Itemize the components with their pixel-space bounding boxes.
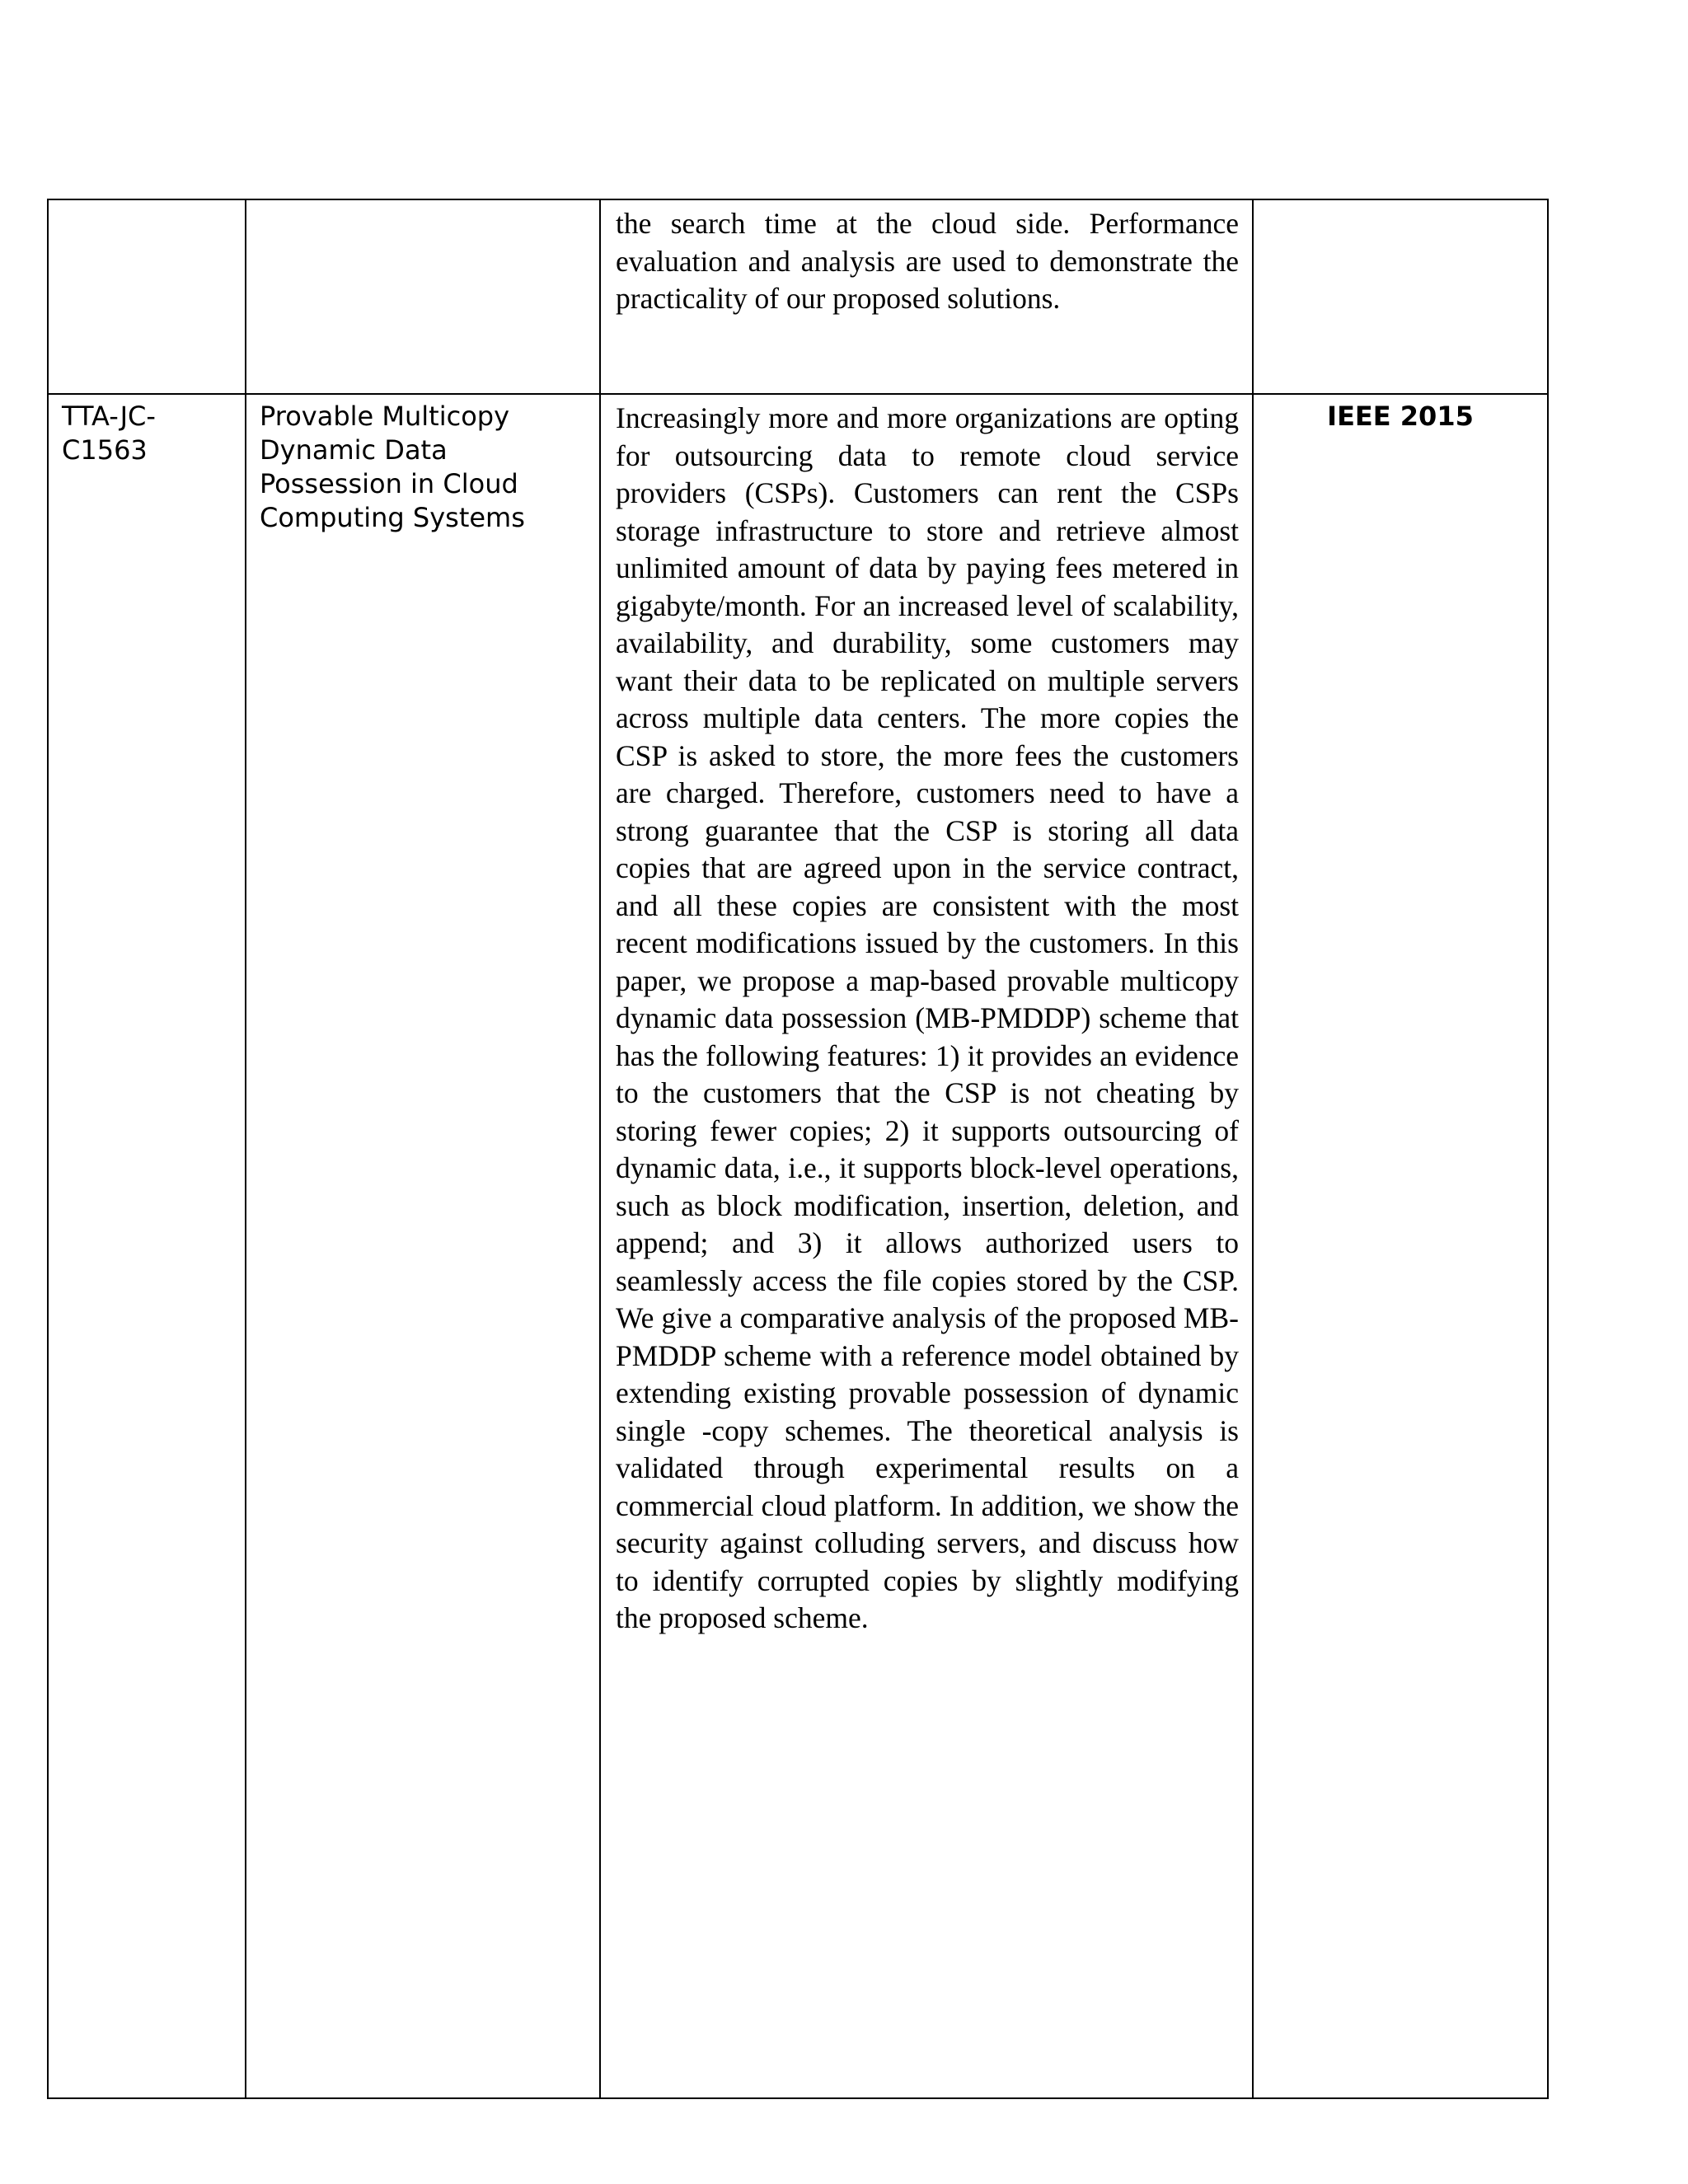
project-title-cell: Provable Multicopy Dynamic Data Possession in Cloud Computing Systems: [246, 394, 600, 2098]
project-year-cell: IEEE 2015: [1253, 394, 1548, 2098]
project-id-cell: [48, 199, 246, 394]
project-year-cell: [1253, 199, 1548, 394]
project-abstract-cell: Increasingly more and more organizations are opting for outsourcing data to remote cloud service providers (CSPs). Customers can rent the CSPs storage infrastructure to store and retrieve almost unlimited amount of data by paying fees metered in gigabyte/month. For an increased level of scalability, availability, and durability, some customers may want their data to be replicated on multiple servers across multiple data centers. The more copies the CSP is asked to store, the more fees the customers are charged. Therefore, customers need to have a strong guarantee that the CSP is storing all data copies that are agreed upon in the service contract, and all these copies are consistent with the most recent modifications issued by the customers. In this paper, we propose a map-based provable multicopy dynamic data possession (MB-PMDDP) scheme that has the following features: 1) it provides an evidence to the customers that the CSP is not cheating by storing fewer copies; 2) it supports outsourcing of dynamic data, i.e., it supports block-level operations, such as block modification, insertion, deletion, and append; and 3) it allows authorized users to seamlessly access the file copies stored by the CSP. We give a comparative analysis of the proposed MB-PMDDP scheme with a reference model obtained by extending existing provable possession of dynamic single -copy schemes. The theoretical analysis is validated through experimental results on a commercial cloud platform. In addition, we show the security against colluding servers, and discuss how to identify corrupted copies by slightly modifying the proposed scheme.: [600, 394, 1253, 2098]
table-row: [48, 199, 1548, 394]
project-table: [47, 199, 1549, 2099]
project-id-cell: TTA-JC-C1563: [48, 394, 246, 2098]
project-abstract-cell: the search time at the cloud side. Performance evaluation and analysis are used to demonstrate the practicality of our proposed solutions.: [600, 199, 1253, 394]
table-row: [48, 394, 1548, 2098]
project-title-cell: [246, 199, 600, 394]
